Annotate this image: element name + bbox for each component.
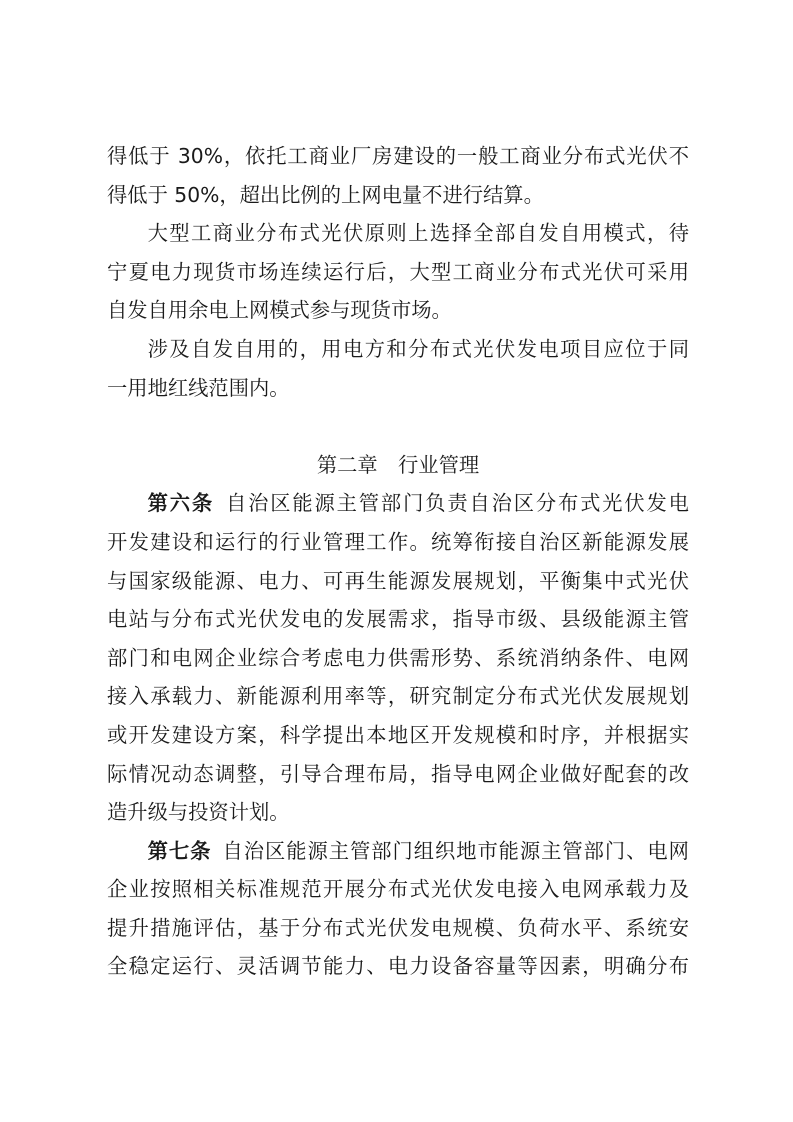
document-body <box>107 137 689 986</box>
paragraph-self-use <box>107 330 689 407</box>
text-line: 企业按照相关标准规范开展分布式光伏发电接入电网承载力及 <box>107 877 689 902</box>
text-line: 接入承载力、新能源利用率等，研究制定分布式光伏发展规划 <box>107 684 689 709</box>
text-line <box>107 832 689 871</box>
paragraph-large-commercial-pv <box>107 214 689 330</box>
text-line <box>107 484 689 523</box>
text-line: 开发建设和运行的行业管理工作。统筹衔接自治区新能源发展 <box>107 529 689 554</box>
text-line: 电站与分布式光伏发电的发展需求，指导市级、县级能源主管 <box>107 607 689 632</box>
chapter-title: 行业管理 <box>398 452 480 477</box>
text-line: 宁夏电力现货市场连续运行后，大型工商业分布式光伏可采用 <box>107 259 689 284</box>
text-line: 提升措施评估，基于分布式光伏发电规模、负荷水平、系统安 <box>107 915 689 940</box>
text-line: 造升级与投资计划。 <box>107 800 290 825</box>
article-label: 第六条 <box>147 491 214 516</box>
text-line: 得低于 50%，超出比例的上网电量不进行结算。 <box>107 182 544 207</box>
article-first-line: 自治区能源主管部门负责自治区分布式光伏发电 <box>224 491 689 516</box>
text-line: 自发自用余电上网模式参与现货市场。 <box>107 298 452 323</box>
text-line: 部门和电网企业综合考虑电力供需形势、系统消纳条件、电网 <box>107 645 689 670</box>
text-line: 或开发建设方案，科学提出本地区开发规模和时序，并根据实 <box>107 722 689 747</box>
article-6 <box>107 484 689 831</box>
article-label: 第七条 <box>147 838 212 863</box>
text-line: 际情况动态调整，引导合理布局，指导电网企业做好配套的改 <box>107 761 689 786</box>
paragraph-continuation <box>107 137 689 214</box>
text-line: 得低于 30%，依托工商业厂房建设的一般工商业分布式光伏不 <box>107 144 689 168</box>
text-line: 全稳定运行、灵活调节能力、电力设备容量等因素，明确分布 <box>107 954 689 979</box>
chapter-heading <box>107 446 689 485</box>
text-line: 涉及自发自用的，用电方和分布式光伏发电项目应位于同 <box>147 336 689 361</box>
chapter-number: 第二章 <box>316 452 378 477</box>
article-first-line: 自治区能源主管部门组织地市能源主管部门、电网 <box>221 838 689 863</box>
article-7 <box>107 832 689 986</box>
text-line: 大型工商业分布式光伏原则上选择全部自发自用模式，待 <box>147 221 689 246</box>
text-line: 一用地红线范围内。 <box>107 375 290 400</box>
text-line: 与国家级能源、电力、可再生能源发展规划，平衡集中式光伏 <box>107 568 689 593</box>
